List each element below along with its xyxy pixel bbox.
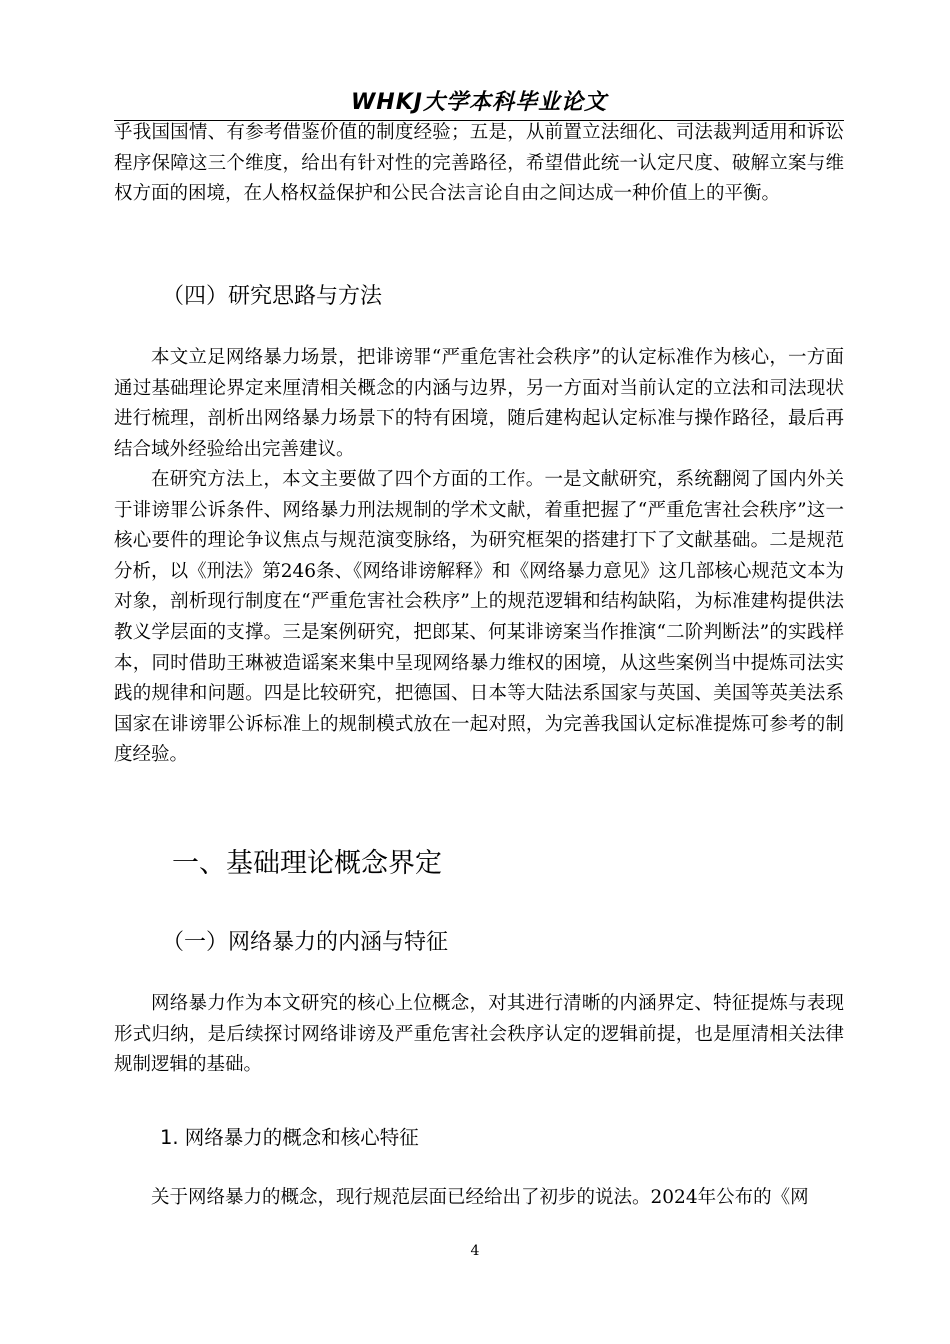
paragraph-cyberviolence-intro: 网络暴力作为本文研究的核心上位概念，对其进行清晰的内涵界定、特征提炼与表现形式归纳，是后续探讨网络诽谤及严重危害社会秩序认定的逻辑前提，也是厘清相关法律规制逻辑的基础。 — [114, 993, 844, 1076]
paragraph-research-approach: 本文立足网络暴力场景，把诽谤罪“严重危害社会秩序”的认定标准作为核心，一方面通过基础理论界定来厘清相关概念的内涵与边界，另一方面对当前认定的立法和司法现状进行梳理，剖析出网络暴力场景下的特有困境，随后建构起认定标准与操作路径，最后再结合域外经验给出完善建议。 — [114, 347, 844, 460]
section-heading-cyberviolence: （一）网络暴力的内涵与特征 — [162, 930, 449, 955]
paragraph-concept: 关于网络暴力的概念，现行规范层面已经给出了初步的说法。2024年公布的《网 — [151, 1187, 809, 1208]
page-header: WHKJ大学本科毕业论文 — [114, 86, 844, 121]
paragraph-continuation: 乎我国国情、有参考借鉴价值的制度经验；五是，从前置立法细化、司法裁判适用和诉讼程序保障这三个维度，给出有针对性的完善路径，希望借此统一认定尺度、破解立案与维权方面的困境，在人格权益保护和公民合法言论自由之间达成一种价值上的平衡。 — [114, 122, 844, 205]
chapter-heading-basic-concepts: 一、基础理论概念界定 — [172, 848, 442, 879]
section-heading-research-approach: （四）研究思路与方法 — [162, 284, 383, 309]
subsection-heading-concept: 1. 网络暴力的概念和核心特征 — [160, 1126, 419, 1149]
page-number: 4 — [470, 1243, 480, 1259]
paragraph-research-methods: 在研究方法上，本文主要做了四个方面的工作。一是文献研究，系统翻阅了国内外关于诽谤罪公诉条件、网络暴力刑法规制的学术文献，着重把握了“严重危害社会秩序”这一核心要件的理论争议焦点与规范演变脉络，为研究框架的搭建打下了文献基础。二是规范分析，以《刑法》第246条、《网络诽谤解释》和《网络暴力意见》这几部核心规范文本为对象，剖析现行制度在“严重危害社会秩序”上的规范逻辑和结构缺陷，为标准建构提供法教义学层面的支撑。三是案例研究，把郎某、何某诽谤案当作推演“二阶判断法”的实践样本，同时借助王琳被造谣案来集中呈现网络暴力维权的困境，从这些案例当中提炼司法实践的规律和问题。四是比较研究，把德国、日本等大陆法系国家与英国、美国等英美法系国家在诽谤罪公诉标准上的规制模式放在一起对照，为完善我国认定标准提炼可参考的制度经验。 — [114, 469, 844, 766]
